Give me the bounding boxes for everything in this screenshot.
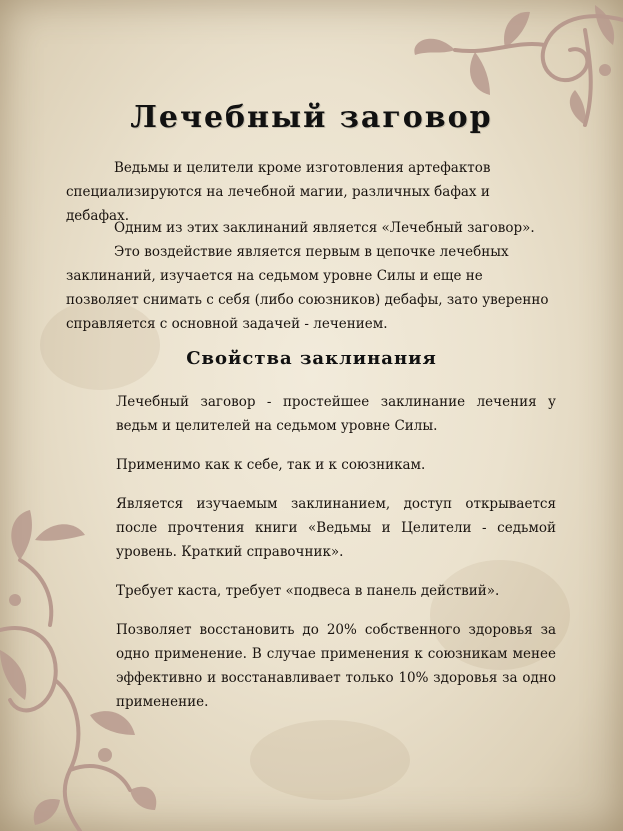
section-title: Свойства заклинания (186, 348, 437, 369)
property-item: Позволяет восстановить до 20% собственного здоровья за одно применение. В случае применения к союзникам менее эффективно и восстанавливает только 10% здоровья за одно применение. (116, 622, 556, 710)
intro-text: Ведьмы и целители кроме изготовления артефактов специализируются на лечебной магии, различных бафах и дебафах. (66, 160, 491, 224)
intro-paragraph (66, 216, 556, 336)
property-item: Применимо как к себе, так и к союзникам. (116, 457, 426, 473)
page-title: Лечебный заговор (130, 100, 493, 135)
properties-list (116, 390, 556, 729)
property-item: Требует каста, требует «подвеса в панель действий». (116, 583, 500, 599)
property-item: Является изучаемым заклинанием, доступ открывается после прочтения книги «Ведьмы и Целители - седьмой уровень. Краткий справочник». (116, 496, 556, 560)
intro-text: Одним из этих заклинаний является «Лечебный заговор». (114, 220, 535, 236)
property-item: Лечебный заговор - простейшее заклинание лечения у ведьм и целителей на седьмом уровне Силы. (116, 394, 556, 434)
intro-text: Это воздействие является первым в цепочке лечебных заклинаний, изучается на седьмом уровне Силы и еще не позволяет снимать с себя (либо союзников) дебафы, зато уверенно справляется с основной задачей - лечением. (66, 244, 549, 332)
stain (250, 720, 410, 800)
